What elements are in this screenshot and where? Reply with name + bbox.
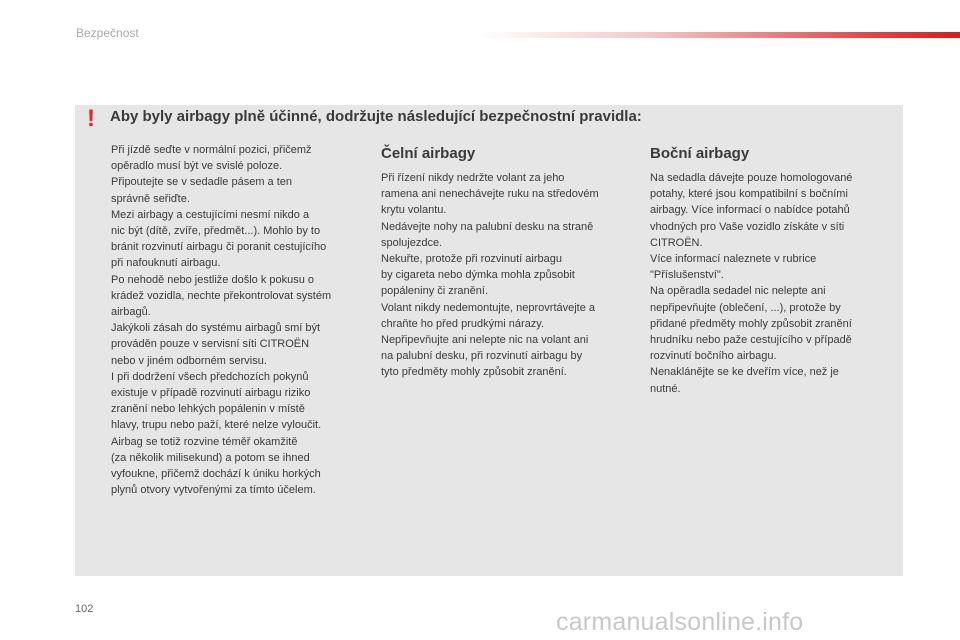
text-line: ramena ani nenechávejte ruku na středovém — [381, 188, 599, 201]
text-line: I při dodržení všech předchozích pokynů — [111, 370, 309, 383]
text-line: spolujezdce. — [381, 236, 443, 249]
text-line: Nedávejte nohy na palubní desku na straně — [381, 220, 594, 233]
front-airbags-column — [381, 144, 633, 381]
text-line: krádež vozidla, nechte překontrolovat systém — [111, 289, 332, 302]
header-accent-bar — [478, 32, 960, 38]
text-line: tyto předměty mohly způsobit zranění. — [381, 366, 567, 379]
text-line: existuje v případě rozvinutí airbagu riziko — [111, 387, 311, 400]
text-line: Více informací naleznete v rubrice — [650, 253, 817, 266]
text-line: Jakýkoli zásah do systému airbagů smí být — [111, 322, 321, 335]
text-line: na palubní desku, při rozvinutí airbagu by — [381, 350, 583, 363]
text-line: Volant nikdy nedemontujte, neprovrtávejte a — [381, 301, 596, 314]
text-line: CITROËN. — [650, 236, 703, 249]
text-line: zranění nebo lehkých popálenin v místě — [111, 403, 305, 416]
text-line: krytu volantu. — [381, 204, 447, 217]
text-line: plynů otvory vytvořenými za tímto účelem. — [111, 484, 316, 497]
text-line: při nafouknutí airbagu. — [111, 257, 221, 270]
text-line: Mezi airbagy a cestujícími nesmí nikdo a — [111, 208, 310, 221]
text-line: hrudníku nebo paže cestujícího v případě — [650, 334, 852, 347]
text-line: by cigareta nebo dýmka mohla způsobit — [381, 269, 575, 282]
text-line: (za několik milisekund) a potom se ihned — [111, 451, 310, 464]
page-number: 102 — [75, 603, 94, 615]
section-header: Bezpečnost — [76, 26, 139, 40]
text-line: Nepřipevňujte ani nelepte nic na volant ani — [381, 334, 589, 347]
text-line: nebo v jiném odborném servisu. — [111, 354, 267, 367]
text-line: Při jízdě seďte v normální pozici, přičemž — [111, 144, 312, 156]
text-line: vyfoukne, přičemž dochází k úniku horkých — [111, 468, 321, 481]
text-line: "Příslušenství". — [650, 269, 724, 282]
text-line: opěradlo musí být ve svislé poloze. — [111, 160, 283, 173]
front-airbags-heading: Čelní airbagy — [381, 145, 476, 162]
text-line: rozvinutí bočního airbagu. — [650, 350, 777, 363]
watermark: carmanualsonline.info — [556, 608, 804, 636]
text-line: nutné. — [650, 382, 681, 395]
text-line: airbagů. — [111, 306, 151, 319]
text-line: potahy, které jsou kompatibilní s bočními — [650, 188, 848, 201]
text-line: airbagy. Více informací o nabídce potahů — [650, 204, 850, 217]
text-line: chraňte ho před prudkými nárazy. — [381, 317, 545, 330]
side-airbags-heading: Boční airbagy — [650, 145, 750, 162]
text-line: Po nehodě nebo jestliže došlo k pokusu o — [111, 273, 315, 286]
text-line: Nekuřte, protože při rozvinutí airbagu — [381, 253, 562, 266]
text-line: Při řízení nikdy nedržte volant za jeho — [381, 172, 565, 184]
exclamation-icon: ! — [87, 105, 95, 132]
text-line: správně seřiďte. — [111, 192, 190, 205]
text-line: vhodných pro Vaše vozidlo získáte v síti — [650, 220, 845, 233]
general-rules-column — [111, 142, 361, 498]
notice-title: Aby byly airbagy plně účinné, dodržujte následující bezpečnostní pravidla: — [110, 108, 642, 125]
text-line: bránit rozvinutí airbagu či poranit cestujícího — [111, 241, 327, 254]
text-line: Na sedadla dávejte pouze homologované — [650, 172, 853, 184]
text-line: Nenaklánějte se ke dveřím více, než je — [650, 366, 839, 379]
text-line: prováděn pouze v servisní síti CITROËN — [111, 338, 310, 351]
text-line: přidané předměty mohly způsobit zranění — [650, 317, 852, 330]
text-line: Airbag se totiž rozvine téměř okamžitě — [111, 435, 298, 448]
text-line: popáleniny či zranění. — [381, 285, 489, 298]
side-airbags-column — [650, 144, 890, 397]
text-line: nic být (dítě, zvíře, předmět...). Mohlo by to — [111, 225, 321, 238]
text-line: nepřipevňujte (oblečení, ...), protože by — [650, 301, 841, 314]
text-line: Připoutejte se v sedadle pásem a ten — [111, 176, 293, 189]
text-line: Na opěradla sedadel nic nelepte ani — [650, 285, 826, 298]
text-line: hlavy, trupu nebo paží, které nelze vyloučit. — [111, 419, 322, 432]
